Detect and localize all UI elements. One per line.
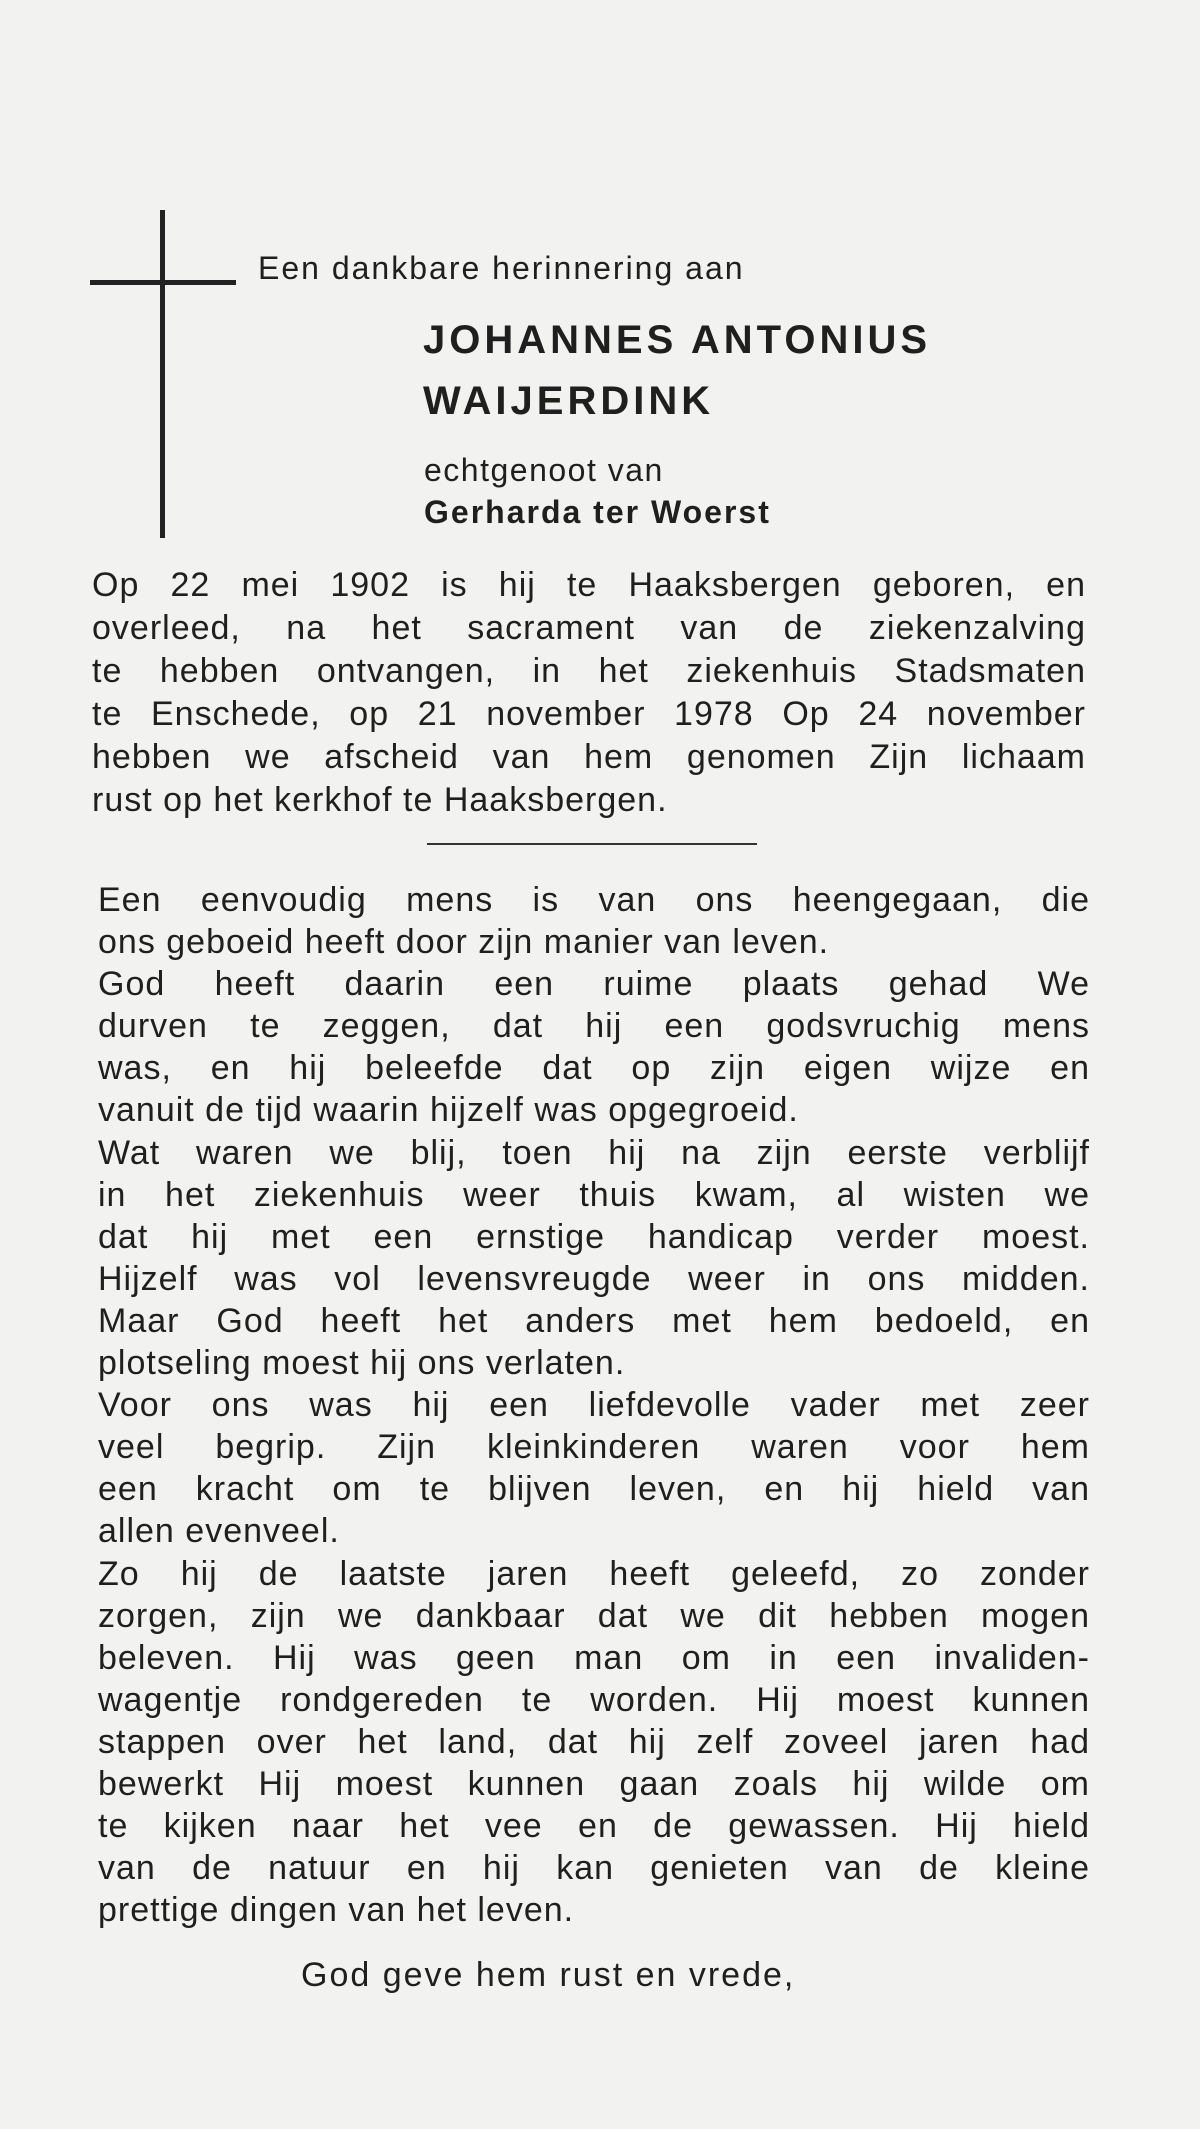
text-line: van de natuur en hij kan genieten van de kleine <box>98 1849 1090 1888</box>
text-line: zorgen, zijn we dankbaar dat we dit hebben mogen <box>98 1596 1090 1635</box>
text-line: ons geboeid heeft door zijn manier van leven. <box>98 923 830 962</box>
text-line: God heeft daarin een ruime plaats gehad We <box>98 965 1090 1004</box>
text-line: in het ziekenhuis weer thuis kwam, al wisten we <box>98 1175 1090 1214</box>
spouse-label: echtgenoot van <box>424 452 664 488</box>
deceased-name-line1: JOHANNES ANTONIUS <box>423 318 932 362</box>
text-line: wagentje rondgereden te worden. Hij moest kunnen <box>98 1680 1090 1719</box>
deceased-name-line2: WAIJERDINK <box>423 379 715 423</box>
text-line: was, en hij beleefde dat op zijn eigen wijze en <box>98 1049 1090 1088</box>
text-line: te Enschede, op 21 november 1978 Op 24 november <box>92 695 1086 733</box>
text-line: Maar God heeft het anders met hem bedoeld, en <box>98 1301 1090 1340</box>
text-line: veel begrip. Zijn kleinkinderen waren voor hem <box>98 1428 1090 1467</box>
text-line: rust op het kerkhof te Haaksbergen. <box>92 781 668 819</box>
biography-paragraph <box>92 564 1086 822</box>
text-line: overleed, na het sacrament van de ziekenzalving <box>92 609 1086 647</box>
text-line: durven te zeggen, dat hij een godsvruchig mens <box>98 1007 1090 1046</box>
text-line: Een eenvoudig mens is van ons heengegaan, die <box>98 881 1090 919</box>
text-line: plotseling moest hij ons verlaten. <box>98 1344 626 1383</box>
text-line: vanuit de tijd waarin hijzelf was opgegroeid. <box>98 1091 799 1130</box>
text-line: Zo hij de laatste jaren heeft geleefd, zo zonder <box>98 1554 1090 1593</box>
text-line: te hebben ontvangen, in het ziekenhuis Stadsmaten <box>92 652 1086 690</box>
cross-icon-horizontal <box>90 280 236 285</box>
memorial-paragraph <box>98 879 1090 1931</box>
text-line: hebben we afscheid van hem genomen Zijn lichaam <box>92 738 1086 776</box>
text-line: stappen over het land, dat hij zelf zoveel jaren had <box>98 1722 1090 1761</box>
text-line: dat hij met een ernstige handicap verder moest. <box>98 1217 1090 1256</box>
text-line: bewerkt Hij moest kunnen gaan zoals hij wilde om <box>98 1764 1090 1803</box>
text-line: prettige dingen van het leven. <box>98 1891 575 1930</box>
spouse-name: Gerharda ter Woerst <box>424 494 771 530</box>
text-line: Hijzelf was vol levensvreugde weer in ons midden. <box>98 1259 1090 1298</box>
closing-blessing: God geve hem rust en vrede, <box>301 1956 796 1994</box>
cross-icon-vertical <box>160 210 165 538</box>
text-line: beleven. Hij was geen man om in een invaliden- <box>98 1638 1090 1677</box>
text-line: Voor ons was hij een liefdevolle vader met zeer <box>98 1386 1090 1425</box>
text-line: te kijken naar het vee en de gewassen. Hij hield <box>98 1807 1090 1846</box>
intro-text: Een dankbare herinnering aan <box>258 250 745 286</box>
text-line: een kracht om te blijven leven, en hij hield van <box>98 1470 1090 1509</box>
text-line: allen evenveel. <box>98 1512 340 1551</box>
text-line: Wat waren we blij, toen hij na zijn eerste verblijf <box>98 1133 1090 1172</box>
divider <box>427 843 757 845</box>
text-line: Op 22 mei 1902 is hij te Haaksbergen geboren, en <box>92 566 1086 604</box>
